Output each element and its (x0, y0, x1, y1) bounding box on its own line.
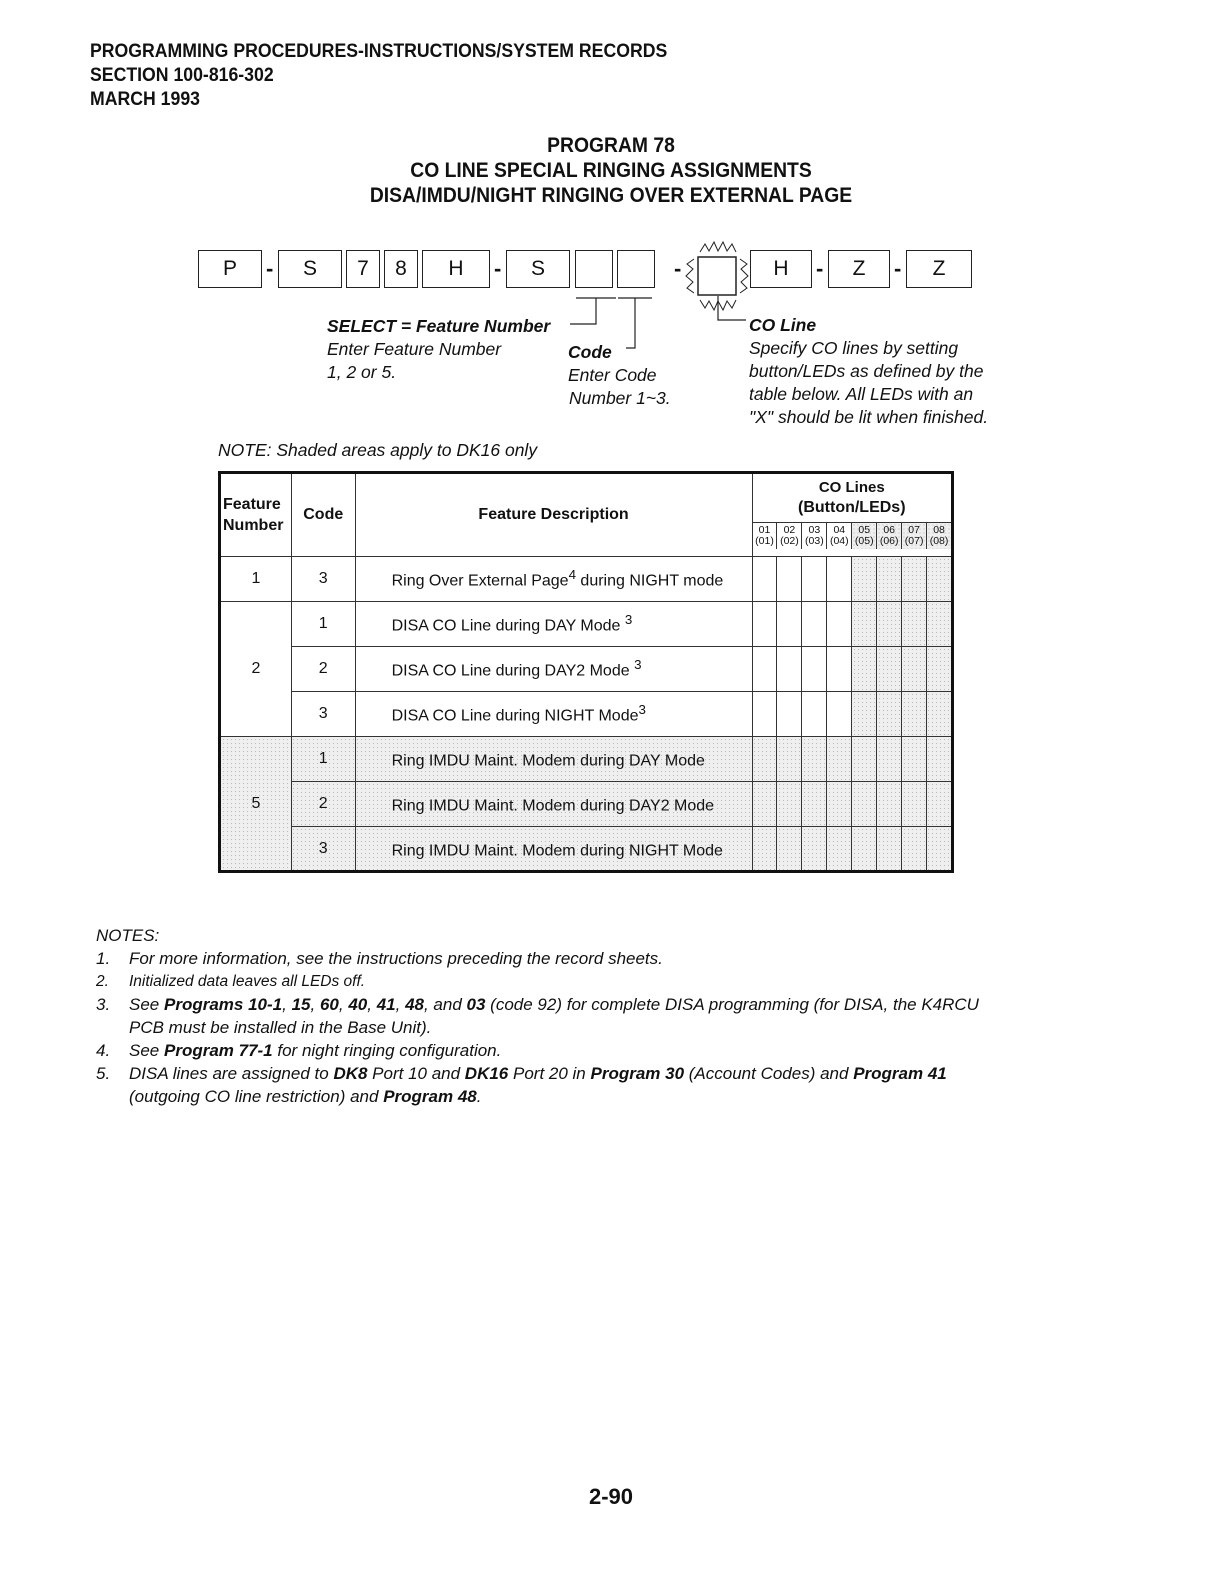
note-2-number: 2. (96, 973, 109, 990)
feature-number-cell: 5 (220, 737, 292, 872)
key-7: 7 (346, 250, 380, 288)
header-feature-line-2: Number (223, 517, 284, 534)
led-cell[interactable] (777, 782, 802, 827)
header-line-3: MARCH 1993 (90, 89, 200, 110)
led-cell[interactable] (902, 737, 927, 782)
description-cell (355, 647, 752, 692)
led-cell[interactable] (752, 647, 777, 692)
select-line-2: 1, 2 or 5. (327, 362, 397, 382)
led-number: 02 (783, 524, 796, 536)
note-4 (96, 1039, 996, 1062)
notes (96, 924, 996, 1108)
led-cell[interactable] (802, 557, 827, 602)
feature-number-cell: 1 (220, 557, 292, 602)
table-body (220, 557, 953, 872)
led-cell[interactable] (752, 557, 777, 602)
note-2-text: Initialized data leaves all LEDs off. (129, 973, 366, 990)
program-ref: 15 (291, 995, 311, 1014)
note-4-text: for night ringing configuration. (272, 1041, 502, 1060)
description-cell (355, 827, 752, 872)
note-5-text: Port 10 and (367, 1064, 465, 1083)
header-co-lines (752, 473, 952, 557)
key-s: S (278, 250, 342, 288)
description-text-after: during NIGHT mode (575, 572, 724, 590)
led-cell[interactable] (852, 737, 877, 782)
led-number: 03 (808, 524, 821, 536)
led-cell[interactable] (877, 827, 902, 872)
led-number-alt: (03) (805, 535, 824, 547)
led-number-alt: (06) (879, 535, 899, 547)
code-line-2: Number 1~3. (569, 388, 671, 408)
led-cell[interactable] (752, 782, 777, 827)
led-cell[interactable] (852, 602, 877, 647)
program-ref: 48 (405, 995, 424, 1014)
led-cell[interactable] (827, 647, 852, 692)
led-cell[interactable] (827, 737, 852, 782)
note-3-text: See (129, 995, 164, 1014)
code-cell: 3 (291, 692, 355, 737)
led-column-header (851, 523, 876, 549)
program-ref: 03 (466, 995, 486, 1014)
program-ref: Programs 10-1 (163, 995, 283, 1014)
code-label (568, 341, 671, 410)
key-p: P (198, 250, 262, 288)
record-table (218, 471, 954, 873)
led-column-header (826, 523, 851, 549)
header-code: Code (291, 473, 355, 557)
led-cell[interactable] (802, 647, 827, 692)
led-cell[interactable] (877, 557, 902, 602)
co-line-2: button/LEDs as defined by the (749, 361, 984, 381)
system-ref: DK16 (464, 1064, 509, 1083)
code-line-1: Enter Code (568, 365, 657, 385)
led-number-alt: (01) (755, 535, 774, 547)
led-column-header (753, 523, 777, 549)
led-cell[interactable] (802, 782, 827, 827)
notes-heading: NOTES: (96, 926, 160, 945)
table-row (220, 692, 953, 737)
dash: - (816, 256, 824, 281)
key-8: 8 (384, 250, 418, 288)
page-number: 2-90 (588, 1484, 634, 1509)
footnote-ref: 3 (634, 657, 642, 673)
led-cell[interactable] (827, 827, 852, 872)
table-row (220, 737, 953, 782)
led-cell[interactable] (877, 782, 902, 827)
description-cell (355, 602, 752, 647)
led-cell[interactable] (852, 827, 877, 872)
dash: - (266, 256, 274, 281)
note-4-number: 4. (96, 1041, 111, 1060)
description-text: Ring IMDU Maint. Modem during DAY Mode (391, 752, 705, 770)
note-4-text: See (129, 1041, 164, 1060)
led-cell[interactable] (827, 602, 852, 647)
led-cell[interactable] (877, 737, 902, 782)
co-line-4: "X" should be lit when finished. (749, 407, 989, 427)
led-cell[interactable] (877, 647, 902, 692)
led-cell[interactable] (902, 557, 927, 602)
select-label (327, 315, 550, 384)
led-cell[interactable] (752, 602, 777, 647)
description-cell (355, 782, 752, 827)
note-5-text: (outgoing CO line restriction) and (129, 1087, 384, 1106)
description-text: Ring IMDU Maint. Modem during NIGHT Mode (391, 842, 723, 860)
description-cell (355, 692, 752, 737)
led-cell[interactable] (852, 647, 877, 692)
title-line-3: DISA/IMDU/NIGHT RINGING OVER EXTERNAL PAGE (369, 184, 853, 207)
description-cell (355, 737, 752, 782)
co-line-1: Specify CO lines by setting (749, 338, 959, 358)
led-cell[interactable] (777, 692, 802, 737)
led-number-alt: (05) (854, 535, 874, 547)
program-ref: 60 (319, 995, 339, 1014)
co-title: CO Line (749, 315, 817, 335)
key-s-2: S (506, 250, 570, 288)
note-1 (96, 947, 996, 970)
footnote-ref: 3 (638, 702, 646, 718)
note-3-text: , (338, 995, 349, 1014)
note-5 (96, 1062, 996, 1108)
program-ref: 41 (376, 995, 396, 1014)
led-cell[interactable] (902, 782, 927, 827)
select-line-1: Enter Feature Number (327, 339, 502, 359)
led-number-strip (753, 522, 951, 549)
led-cell[interactable] (902, 647, 927, 692)
description-text: DISA CO Line during DAY Mode (391, 617, 625, 635)
led-cell[interactable] (877, 692, 902, 737)
led-cell[interactable] (926, 737, 952, 782)
program-ref: Program 48 (383, 1087, 477, 1106)
led-cell[interactable] (802, 827, 827, 872)
dash: - (674, 256, 682, 281)
table-row (220, 602, 953, 647)
led-cell[interactable] (777, 647, 802, 692)
note-2 (96, 970, 996, 993)
led-cell[interactable] (852, 557, 877, 602)
led-column-header (801, 523, 826, 549)
led-number: 08 (933, 524, 945, 536)
led-number: 04 (833, 524, 846, 536)
key-h: H (422, 250, 490, 288)
table-row (220, 782, 953, 827)
table-row (220, 827, 953, 872)
note-3-text: (code 92) for complete DISA programming (for DISA, the K4RCU PCB must be installed in the Base Unit). (129, 995, 979, 1037)
led-cell[interactable] (926, 692, 952, 737)
led-cell[interactable] (777, 737, 802, 782)
description-cell (355, 557, 752, 602)
description-text: DISA CO Line during DAY2 Mode (391, 662, 635, 680)
header-feature-number (220, 473, 292, 557)
key-z: Z (828, 250, 890, 288)
program-ref: 40 (348, 995, 368, 1014)
led-cell[interactable] (926, 602, 952, 647)
note-1-number: 1. (96, 949, 111, 968)
led-cell[interactable] (877, 602, 902, 647)
note-5-text: . (476, 1087, 482, 1106)
program-ref: Program 41 (853, 1064, 947, 1083)
select-digit-box (575, 250, 613, 288)
led-cell[interactable] (926, 782, 952, 827)
code-cell: 2 (291, 647, 355, 692)
led-number-alt: (02) (780, 535, 799, 547)
note-5-text: Port 20 in (508, 1064, 591, 1083)
footnote-ref: 4 (568, 567, 576, 583)
led-cell[interactable] (852, 692, 877, 737)
led-cell[interactable] (802, 692, 827, 737)
led-column-header (876, 523, 901, 549)
co-line-label (749, 314, 988, 429)
led-column-header (776, 523, 801, 549)
led-cell[interactable] (902, 827, 927, 872)
document-header (90, 40, 667, 112)
note-3-number: 3. (96, 995, 111, 1014)
program-ref: Program 77-1 (163, 1041, 273, 1060)
header-co-line-2: (Button/LEDs) (798, 499, 906, 516)
note-3-text: , (395, 995, 406, 1014)
code-digit-box (617, 250, 655, 288)
led-cell[interactable] (852, 782, 877, 827)
led-column-header (901, 523, 926, 549)
note-5-text: DISA lines are assigned to (129, 1064, 334, 1083)
shaded-note: NOTE: Shaded areas apply to DK16 only (218, 440, 538, 460)
key-h-2: H (750, 250, 812, 288)
key-z-2: Z (906, 250, 972, 288)
note-3 (96, 993, 996, 1039)
footnote-ref: 3 (624, 612, 633, 628)
note-3-text: , (282, 995, 292, 1014)
led-cell[interactable] (752, 827, 777, 872)
led-cell[interactable] (827, 692, 852, 737)
code-cell: 2 (291, 782, 355, 827)
dash: - (494, 256, 502, 281)
led-cell[interactable] (827, 782, 852, 827)
table-row (220, 557, 953, 602)
co-line-3: table below. All LEDs with an (749, 384, 974, 404)
led-cell[interactable] (802, 602, 827, 647)
led-cell[interactable] (827, 557, 852, 602)
led-number-alt: (08) (929, 535, 949, 547)
program-title (0, 133, 1222, 208)
led-number-alt: (04) (829, 535, 849, 547)
select-title: SELECT = Feature Number (327, 316, 551, 336)
header-line-1: PROGRAMMING PROCEDURES-INSTRUCTIONS/SYSTEM RECORDS (90, 41, 668, 62)
led-cell[interactable] (926, 647, 952, 692)
code-cell: 3 (291, 557, 355, 602)
led-cell[interactable] (902, 602, 927, 647)
note-5-number: 5. (96, 1064, 111, 1083)
table-row (220, 647, 953, 692)
note-1-text: For more information, see the instructions preceding the record sheets. (129, 949, 663, 968)
led-number: 06 (883, 524, 896, 536)
description-text: Ring IMDU Maint. Modem during DAY2 Mode (391, 797, 715, 815)
note-3-text: , and (423, 995, 467, 1014)
note-3-text: , (310, 995, 320, 1014)
led-number: 05 (858, 524, 871, 536)
header-description: Feature Description (355, 473, 752, 557)
description-text: DISA CO Line during NIGHT Mode (391, 707, 639, 725)
led-number: 07 (908, 524, 920, 536)
note-5-text: (Account Codes) and (684, 1064, 854, 1083)
description-text: Ring Over External Page (391, 572, 569, 590)
dash: - (894, 256, 902, 281)
note-3-text: , (367, 995, 377, 1014)
title-line-2: CO LINE SPECIAL RINGING ASSIGNMENTS (410, 159, 812, 182)
code-title: Code (568, 342, 612, 362)
led-cell[interactable] (926, 557, 952, 602)
header-line-2: SECTION 100-816-302 (90, 65, 274, 86)
feature-number-cell: 2 (220, 602, 292, 737)
led-cell[interactable] (926, 827, 952, 872)
led-cell[interactable] (777, 602, 802, 647)
system-ref: DK8 (333, 1064, 368, 1083)
led-column-header (926, 523, 951, 549)
led-cell[interactable] (777, 557, 802, 602)
led-cell[interactable] (777, 827, 802, 872)
led-cell[interactable] (802, 737, 827, 782)
title-line-1: PROGRAM 78 (547, 134, 675, 157)
program-ref: Program 30 (590, 1064, 685, 1083)
code-cell: 1 (291, 602, 355, 647)
led-cell[interactable] (752, 692, 777, 737)
led-cell[interactable] (752, 737, 777, 782)
led-number: 01 (758, 524, 771, 536)
header-co-line-1: CO Lines (818, 479, 885, 496)
led-number-alt: (07) (904, 535, 924, 547)
code-cell: 1 (291, 737, 355, 782)
led-cell[interactable] (902, 692, 927, 737)
header-feature-line-1: Feature (223, 496, 281, 513)
code-cell: 3 (291, 827, 355, 872)
